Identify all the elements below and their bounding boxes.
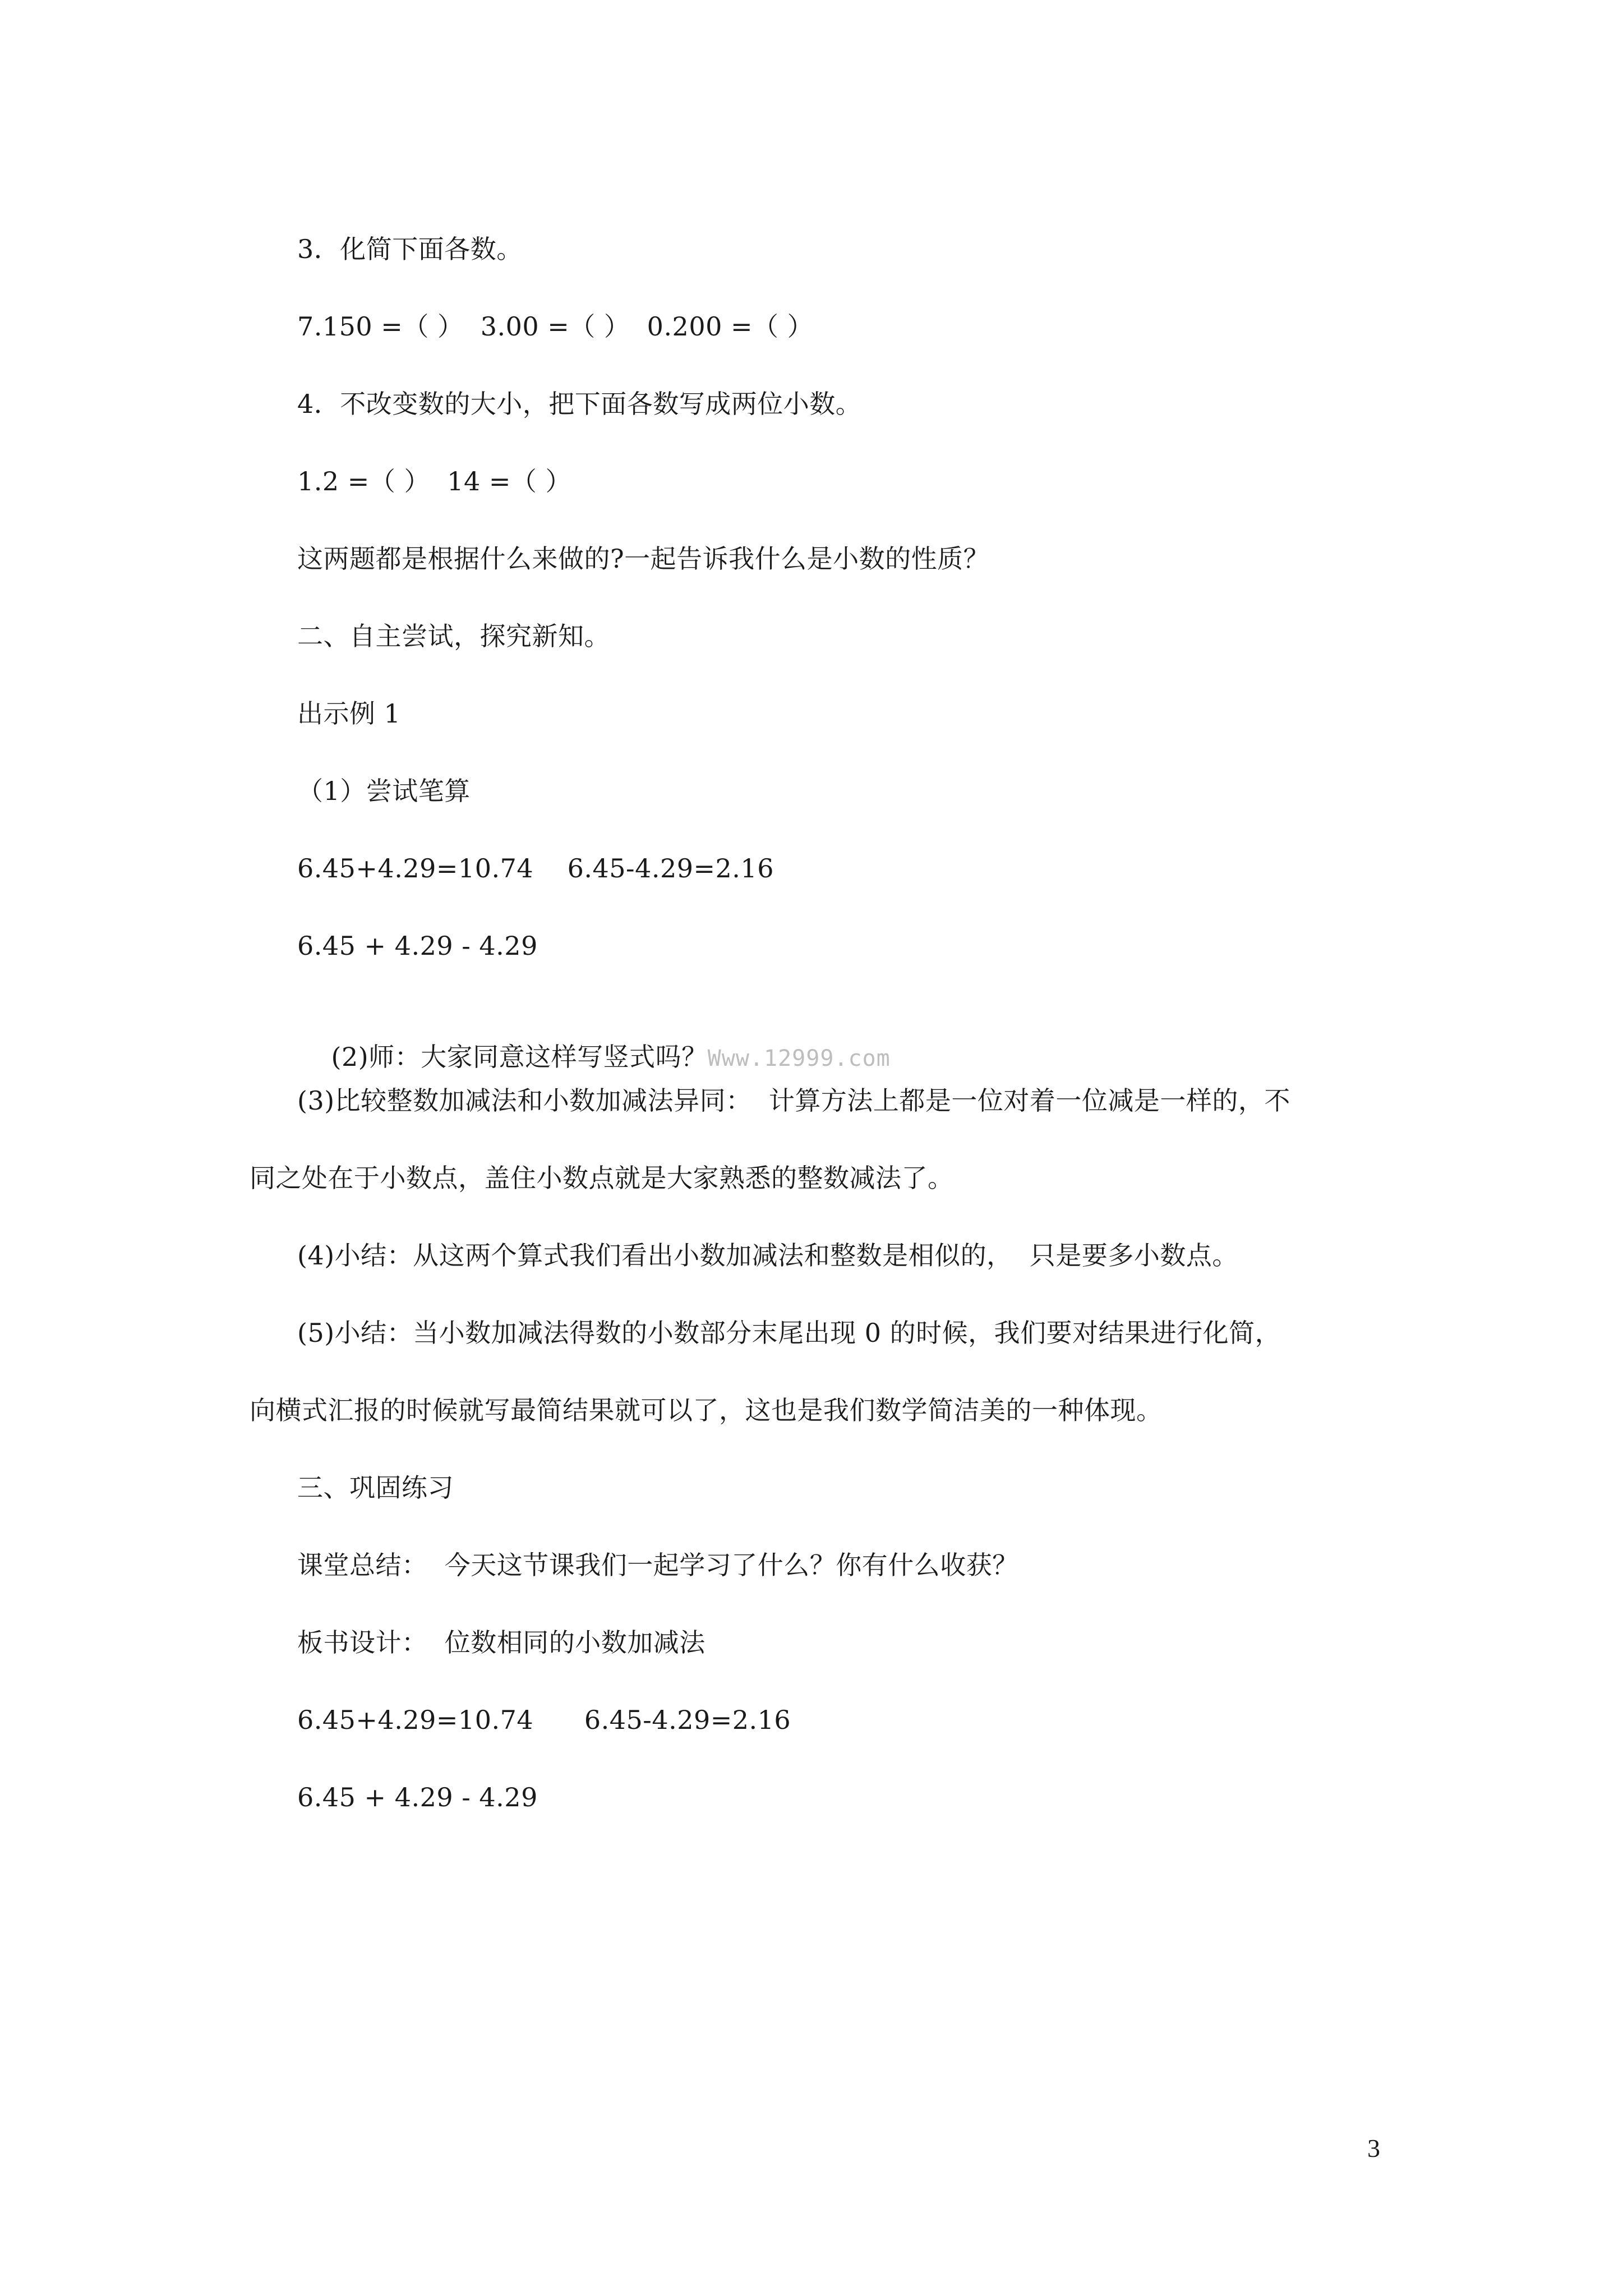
board-equations-line-1: 6.45+4.29=10.74 6.45-4.29=2.16 xyxy=(297,1705,791,1735)
example-1-label: 出示例 1 xyxy=(297,698,401,729)
step-4-text: (4)小结：从这两个算式我们看出小数加减法和整数是相似的， 只是要多小数点。 xyxy=(297,1240,1238,1271)
equations-line-2: 6.45 + 4.29 - 4.29 xyxy=(297,931,538,961)
step-3-continuation: 同之处在于小数点，盖住小数点就是大家熟悉的整数减法了。 xyxy=(250,1163,954,1193)
section-2-heading: 二、自主尝试，探究新知。 xyxy=(297,621,610,651)
section-3-heading: 三、巩固练习 xyxy=(297,1473,454,1503)
exercise-4-heading: 4．不改变数的大小，把下面各数写成两位小数。 xyxy=(297,389,862,419)
exercise-3-items: 7.150 =（ ） 3.00 =（ ） 0.200 =（ ） xyxy=(297,311,814,342)
equations-line-1: 6.45+4.29=10.74 6.45-4.29=2.16 xyxy=(297,853,774,884)
watermark-text: Www.12999.com xyxy=(707,1046,891,1071)
step-2-text: (2)师：大家同意这样写竖式吗？ xyxy=(331,1042,708,1072)
class-summary: 课堂总结： 今天这节课我们一起学习了什么？你有什么收获？ xyxy=(297,1550,1018,1580)
step-5-text: (5)小结：当小数加减法得数的小数部分末尾出现 0 的时候，我们要对结果进行化简， xyxy=(297,1318,1281,1348)
board-equations-line-2: 6.45 + 4.29 - 4.29 xyxy=(297,1782,538,1812)
review-question: 这两题都是根据什么来做的?一起告诉我什么是小数的性质？ xyxy=(297,544,990,574)
step-3-text: (3)比较整数加减法和小数加减法异同： 计算方法上都是一位对着一位减是一样的，不 xyxy=(297,1085,1290,1116)
exercise-3-heading: 3．化简下面各数。 xyxy=(297,234,523,264)
exercise-4-items: 1.2 =（ ） 14 =（ ） xyxy=(297,466,572,496)
step-1-label: （1）尝试笔算 xyxy=(297,776,471,806)
page-number: 3 xyxy=(1367,2134,1380,2162)
step-5-continuation: 向横式汇报的时候就写最简结果就可以了，这也是我们数学简洁美的一种体现。 xyxy=(250,1395,1163,1425)
board-design: 板书设计： 位数相同的小数加减法 xyxy=(297,1627,706,1658)
